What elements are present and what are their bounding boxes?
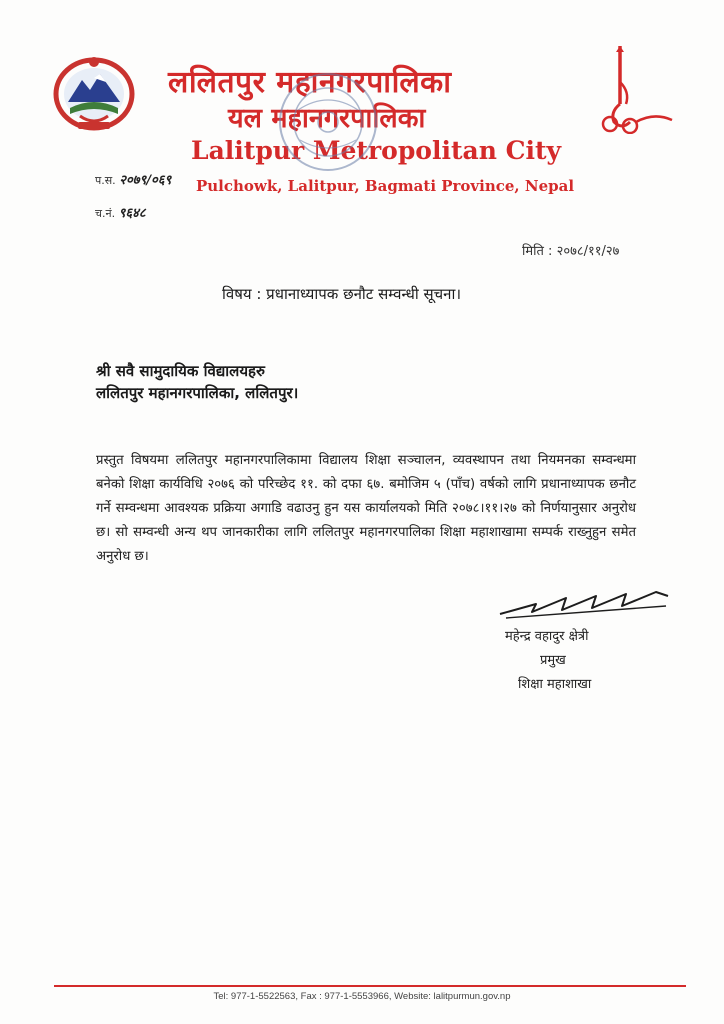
title-nepali: ललितपुर महानगरपालिका — [168, 65, 452, 100]
date-label: मिति : — [522, 244, 553, 259]
chalani-value: ९६४८ — [118, 206, 146, 221]
metropolitan-city-mark-icon — [596, 42, 676, 134]
signatory-name: महेन्द्र वहादुर क्षेत्री — [505, 629, 589, 644]
letter-subject: विषय : प्रधानाध्यापक छनौट सम्वन्धी सूचना। — [222, 285, 462, 303]
addressee-line-1: श्री सवै सामुदायिक विद्यालयहरु — [96, 362, 265, 380]
signatory-department: शिक्षा महाशाखा — [518, 677, 592, 692]
title-english: Lalitpur Metropolitan City — [191, 136, 562, 165]
nepal-government-emblem-icon — [50, 52, 138, 134]
title-newa: यल महानगरपालिका — [228, 103, 426, 134]
patra-value: २०७९/०६९ — [119, 173, 172, 188]
chalani-label: च.नं. — [95, 207, 116, 220]
addressee-line-2: ललितपुर महानगरपालिका, ललितपुर। — [96, 384, 299, 402]
footer-divider — [54, 985, 686, 987]
reference-patra — [95, 170, 171, 188]
letter-body: प्रस्तुत विषयमा ललितपुर महानगरपालिकामा विद्यालय शिक्षा सञ्चालन, व्यवस्थापन तथा नियमनका सम्वन्धमा बनेको शिक्षा कार्यविधि २०७६ को परिच्छेद ११. को दफा ६७. बमोजिम ५ (पाँच) वर्षको लागि प्रधानाध्यापक छनौट गर्ने सम्वन्धमा आवश्यक प्रक्रिया अगाडि वढाउनु हुन यस कार्यालयको मिति २०७८।११।२७ को निर्णयानुसार अनुरोध छ। सो सम्वन्धी अन्य थप जानकारीका लागि ललितपुर महानगरपालिका शिक्षा महाशाखामा सम्पर्क राख्नुहुन समेत अनुरोध छ। — [96, 453, 636, 564]
letter-date — [522, 241, 619, 259]
official-stamp-icon — [276, 70, 380, 174]
date-value: २०७८/११/२७ — [556, 244, 620, 259]
footer-contact: Tel: 977-1-5522563, Fax : 977-1-5553966, Website: lalitpurmun.gov.np — [213, 991, 511, 1002]
patra-label: प.स. — [95, 174, 116, 187]
signatory-title: प्रमुख — [540, 653, 566, 668]
handwritten-signature — [496, 584, 674, 624]
reference-chalani — [95, 203, 146, 221]
address-line: Pulchowk, Lalitpur, Bagmati Province, Nepal — [196, 177, 575, 195]
